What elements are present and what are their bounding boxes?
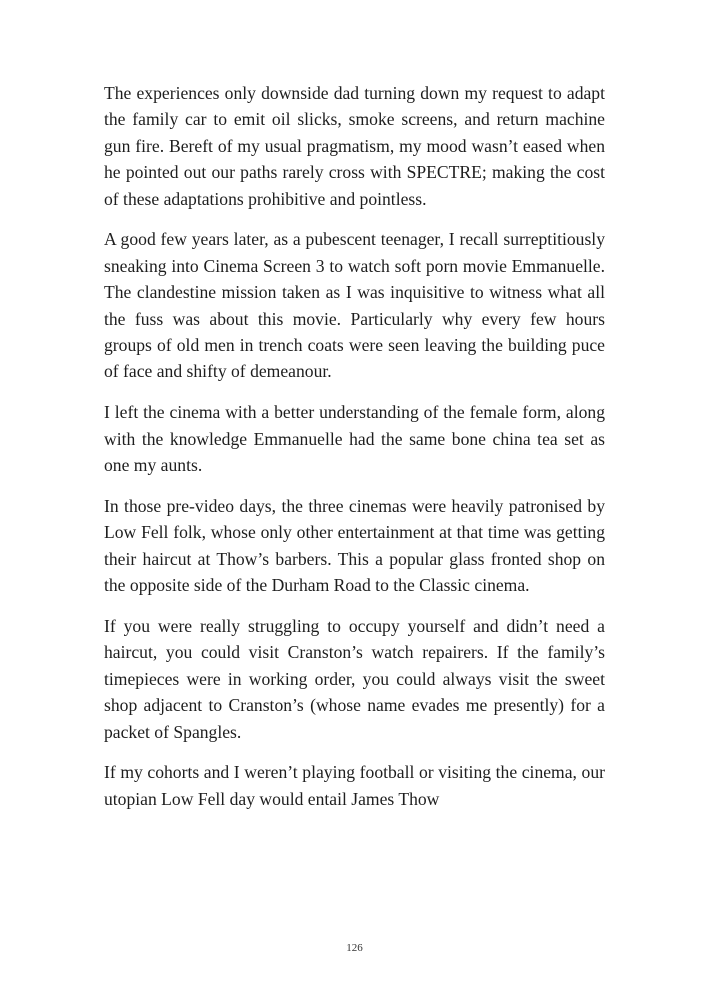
page-number: 126 bbox=[346, 942, 363, 954]
body-text bbox=[104, 80, 605, 827]
paragraph-5: If you were really struggling to occupy yourself and didn’t need a haircut, you could visit Cranston’s watch repairers. If the family’s timepieces were in working order, you could always visit the sweet shop adjacent to Cranston’s (whose name evades me presently) for a packet of Spangles. bbox=[104, 615, 605, 742]
paragraph-2: A good few years later, as a pubescent teenager, I recall surreptitiously sneaking into Cinema Screen 3 to watch soft porn movie Emmanuelle. The clandestine mission taken as I was inquisitive to witness what all the fuss was about this movie. Particularly why every few hours groups of old men in trench coats were seen leaving the building puce of face and shifty of demeanour. bbox=[104, 229, 605, 382]
paragraph-6: If my cohorts and I weren’t playing football or visiting the cinema, our utopian Low Fell day would entail James Thow bbox=[104, 762, 605, 809]
paragraph-4: In those pre-video days, the three cinemas were heavily patronised by Low Fell folk, whose only other entertainment at that time was getting their haircut at Thow’s barbers. This a popular glass fronted shop on the opposite side of the Durham Road to the Classic cinema. bbox=[104, 495, 605, 596]
paragraph-1: The experiences only downside dad turning down my request to adapt the family car to emit oil slicks, smoke screens, and return machine gun fire. Bereft of my usual pragmatism, my mood wasn’t eased when he pointed out our paths rarely cross with SPECTRE; making the cost of these adaptations prohibitive and pointless. bbox=[104, 83, 605, 209]
paragraph-3: I left the cinema with a better understanding of the female form, along with the knowledge Emmanuelle had the same bone china tea set as one my aunts. bbox=[104, 402, 605, 476]
